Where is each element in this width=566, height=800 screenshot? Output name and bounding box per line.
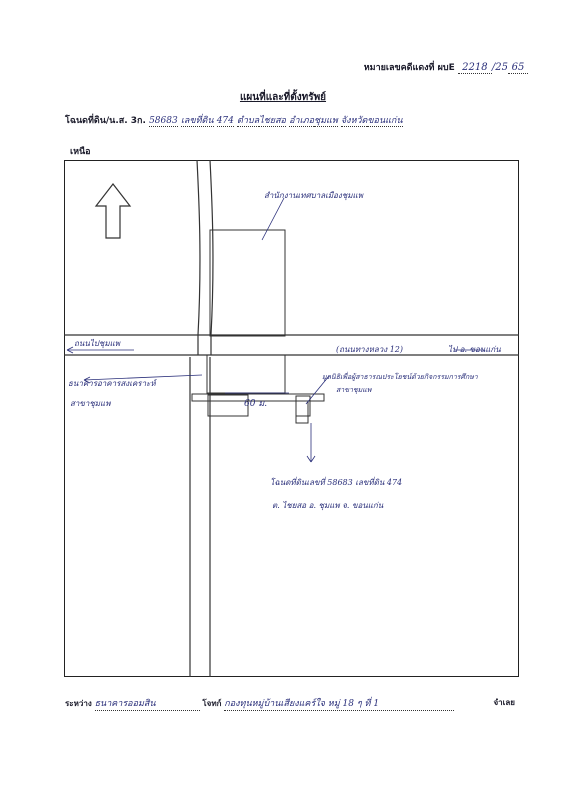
case-reference: [364, 60, 528, 74]
north-label: เหนือ: [70, 147, 91, 157]
property-label-line2: ต. ไชยสอ อ. ชุมแพ จ. ขอนแก่น: [272, 501, 384, 510]
vertical-road-left-edge: [197, 160, 200, 355]
case-ref-sep: /25: [491, 62, 508, 73]
bank-annex: [208, 395, 248, 416]
province-name: ขอนแก่น: [367, 116, 403, 126]
municipal-office-label: สำนักงานเทศบาลเมืองชุมแพ: [264, 191, 363, 200]
case-ref-year: 65: [508, 62, 528, 74]
tambon-label: ตำบล: [237, 116, 260, 126]
page-title: แผนที่และที่ตั้งทรัพย์: [239, 92, 327, 103]
bank-building: [207, 355, 285, 393]
plaintiff-name: ธนาคารออมสิน: [95, 696, 200, 711]
parties-line: [65, 696, 515, 711]
road-12-label: (ถนนทางหลวง 12): [336, 345, 403, 354]
case-ref-label: หมายเลขคดีแดงที่ ผบE: [363, 63, 455, 73]
to-khonkaen-label: ไป อ. ขอนแก่น: [448, 345, 501, 354]
between-label: ระหว่าง: [65, 699, 92, 708]
case-ref-number: 2218: [458, 62, 492, 74]
municipal-office-pointer: [262, 198, 284, 240]
parcel-label: เลขที่ดิน: [180, 116, 214, 126]
foundation-label-line1: มูลนิธิเพื่อผู้สาธารณประโยชน์ด้วยกิจกรรมการศึกษา: [322, 373, 478, 381]
foundation-label-line2: สาขาชุมแพ: [336, 386, 372, 394]
municipal-office-building: [210, 230, 285, 336]
parcel-number: 474: [216, 116, 234, 126]
bank-label-line2: สาขาชุมแพ: [70, 399, 111, 408]
deed-line: [65, 113, 403, 127]
defendant-label: จำเลย: [493, 698, 515, 707]
amphoe-name: ชุมแพ: [313, 116, 338, 126]
property-plot: [296, 401, 308, 423]
distance-label: 60 ม.: [244, 399, 268, 409]
property-label-line1: โฉนดที่ดินเลขที่ 58683 เลขที่ดิน 474: [270, 478, 403, 487]
tambon-name: ไชยสอ: [259, 116, 286, 126]
deed-label: โฉนดที่ดิน/น.ส. 3ก.: [65, 116, 146, 126]
bank-label-line1: ธนาคารอาคารสงเคราะห์: [68, 379, 156, 388]
defendant-name: กองทุนหมู่บ้านเสียงแคร์ใจ หมู่ 18 ๆ ที่ 1: [224, 696, 454, 711]
to-chumphae-label: ถนนไปชุมแพ: [74, 339, 121, 348]
map-frame: [65, 161, 519, 677]
plaintiff-label: โจทก์: [202, 699, 222, 708]
location-map: [64, 160, 519, 677]
deed-number: 58683: [149, 116, 178, 126]
north-arrow-icon: [96, 184, 130, 238]
province-label: จังหวัด: [340, 116, 368, 126]
amphoe-label: อำเภอ: [289, 116, 314, 126]
